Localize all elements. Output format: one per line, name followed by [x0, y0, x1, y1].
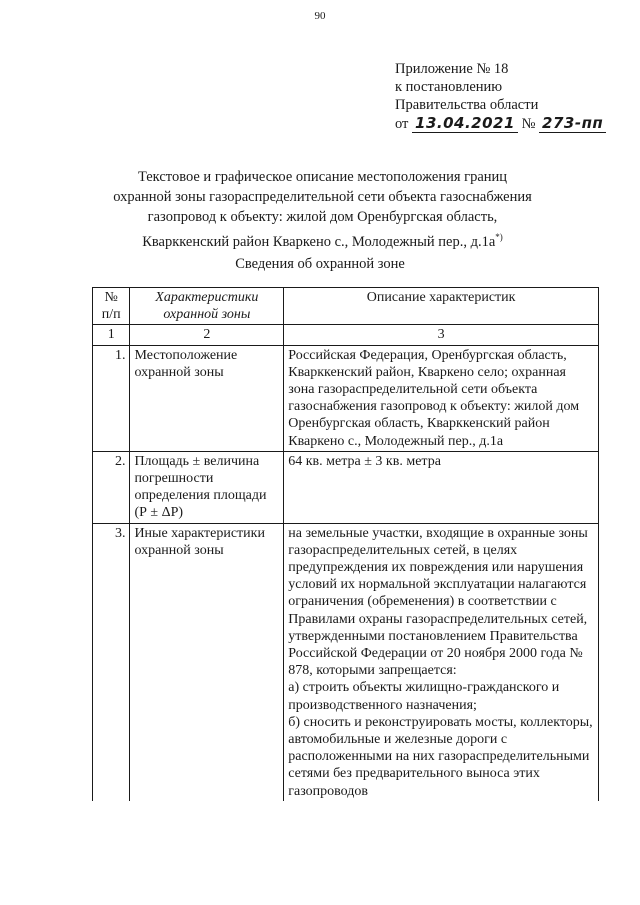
- from-label: от: [395, 116, 409, 132]
- number-label: №: [521, 116, 536, 132]
- title-line-3: газопровод к объекту: жилой дом Оренбургская область,: [147, 209, 498, 225]
- row-characteristic: Местоположение охранной зоны: [130, 345, 284, 451]
- table-row: [93, 523, 599, 801]
- zone-info-table: [92, 287, 599, 801]
- header-characteristics: Характеристики охранной зоны: [130, 288, 284, 325]
- table-index-row: [93, 325, 599, 345]
- row-characteristic: Площадь ± величина погрешности определения площади (Р ± ΔР): [130, 451, 284, 523]
- appendix-date-line: [395, 114, 606, 133]
- handwritten-date: 13.04.2021: [412, 114, 518, 133]
- table-header-row: [93, 288, 599, 325]
- row-description: Российская Федерация, Оренбургская область, Кварккенский район, Кваркено село; охранная зона газораспределительной сети объекта газоснабжения газопровод к объекту: жилой дом Оренбургская область, Кварккенский район Кваркено с., Молодежный пер., д.1а: [284, 345, 599, 451]
- index-cell: 2: [130, 325, 284, 345]
- document-title: [95, 167, 550, 252]
- row-number: 1.: [93, 345, 130, 451]
- title-line-1: Текстовое и графическое описание местоположения границ: [137, 169, 508, 185]
- restriction-item-b: б) сносить и реконструировать мосты, коллекторы, автомобильные и железные дороги с расположенными на них газораспределительными сетями без предварительного выноса этих газопроводов: [288, 714, 593, 799]
- header-number-line-2: п/п: [101, 307, 121, 323]
- row-description-cell: [284, 523, 599, 801]
- appendix-block: [395, 60, 606, 133]
- row-characteristic: Иные характеристики охранной зоны: [130, 523, 284, 801]
- header-number: [93, 288, 130, 325]
- appendix-government: Правительства области: [395, 97, 539, 113]
- table-row: [93, 345, 599, 451]
- row-description: на земельные участки, входящие в охранные зоны газораспределительных сетей, в целях предупреждения их повреждения или нарушения условий их нормальной эксплуатации налагаются ограничения (обременения) в соответствии с Правилами охраны газораспределительных сетей, утвержденными постановлением Правительства Российской Федерации от 20 ноября 2000 года № 878, которыми запрещается:: [288, 525, 588, 679]
- restriction-item-a: а) строить объекты жилищно-гражданского и производственного назначения;: [288, 680, 560, 713]
- title-line-4-text: Кварккенский район Кваркено с., Молодежный пер., д.1а: [142, 233, 496, 250]
- index-cell: 1: [93, 325, 130, 345]
- footnote-mark: *): [495, 232, 503, 242]
- title-line-2: охранной зоны газораспределительной сети объекта газоснабжения: [113, 189, 532, 205]
- row-description: 64 кв. метра ± 3 кв. метра: [284, 451, 599, 523]
- row-number: 3.: [93, 523, 130, 801]
- title-line-4: [95, 227, 550, 252]
- index-cell: 3: [284, 325, 599, 345]
- header-number-line-1: №: [104, 290, 118, 305]
- page-number: 90: [314, 10, 326, 22]
- row-number: 2.: [93, 451, 130, 523]
- appendix-decree: к постановлению: [395, 79, 503, 95]
- handwritten-number: 273-пп: [539, 114, 606, 133]
- appendix-number: Приложение № 18: [395, 61, 509, 77]
- section-subtitle: Сведения об охранной зоне: [235, 256, 405, 272]
- header-description: Описание характеристик: [284, 288, 599, 325]
- table-row: [93, 451, 599, 523]
